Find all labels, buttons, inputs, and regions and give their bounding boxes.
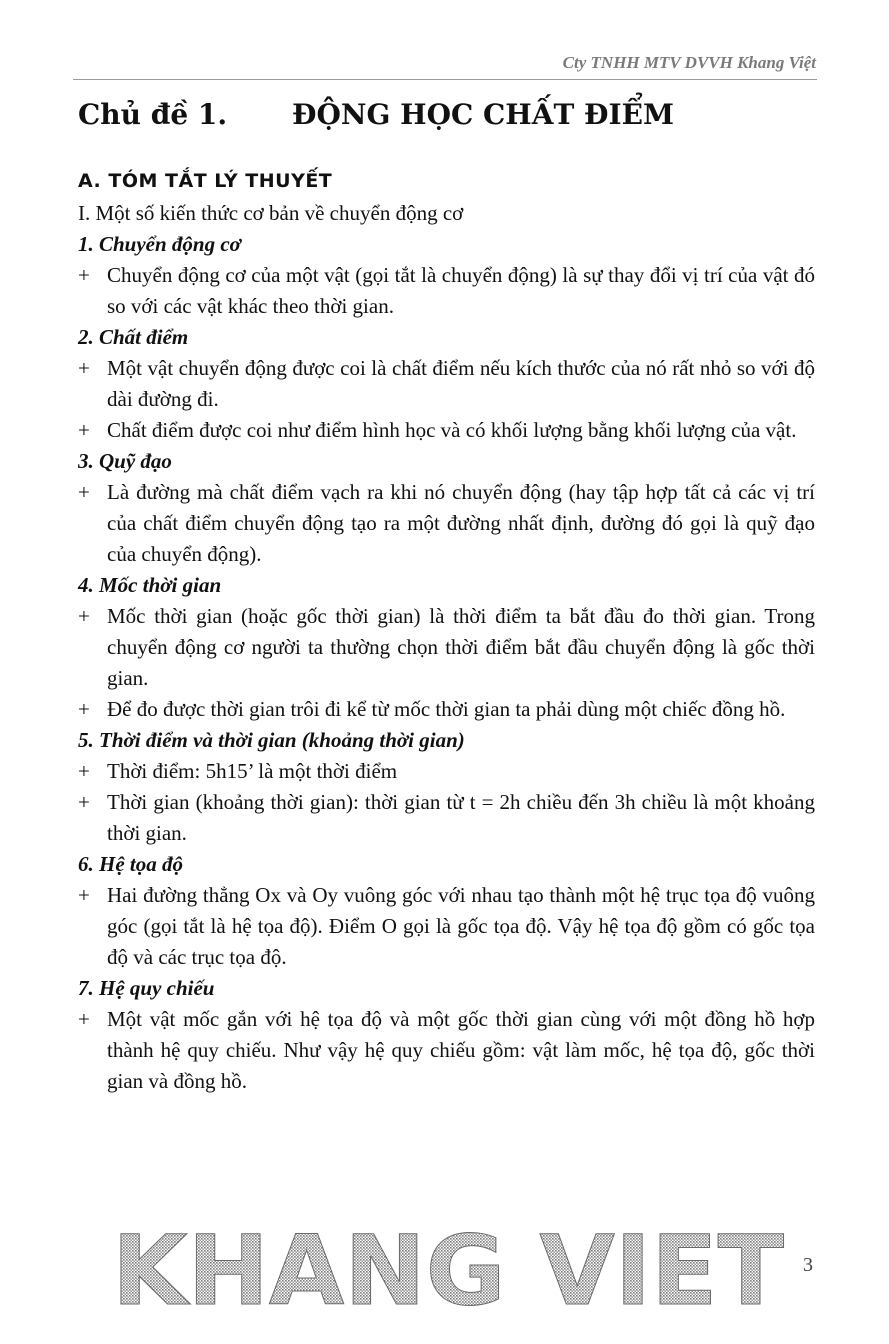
bullet-marker: + bbox=[78, 604, 90, 628]
topic-heading: 1. Chuyển động cơ bbox=[78, 232, 241, 256]
bullet-marker: + bbox=[78, 480, 90, 504]
bullet-marker: + bbox=[78, 1007, 90, 1031]
header-divider bbox=[73, 79, 817, 80]
list-item-text: Chất điểm được coi như điểm hình học và có khối lượng bằng khối lượng của vật. bbox=[107, 418, 797, 442]
list-item-text: Một vật mốc gắn với hệ tọa độ và một gốc thời gian cùng với một đồng hồ hợp thành hệ quy chiếu. Như vậy hệ quy chiếu gồm: vật làm mốc, hệ tọa độ, gốc thời gian và đồng hồ. bbox=[107, 1007, 815, 1093]
list-item bbox=[78, 601, 815, 694]
bullet-marker: + bbox=[78, 418, 90, 442]
topic bbox=[78, 570, 815, 725]
list-item bbox=[78, 353, 815, 415]
list-item-text: Hai đường thẳng Ox và Oy vuông góc với nhau tạo thành một hệ trục tọa độ vuông góc (gọi tắt là hệ tọa độ). Điểm O gọi là gốc tọa độ. Vậy hệ tọa độ gồm có gốc tọa độ và các trục tọa độ. bbox=[107, 883, 815, 969]
topic bbox=[78, 446, 815, 570]
topic bbox=[78, 322, 815, 446]
topic bbox=[78, 725, 815, 849]
list-item-text: Thời điểm: 5h15’ là một thời điểm bbox=[107, 759, 398, 783]
list-item-text: Mốc thời gian (hoặc gốc thời gian) là thời điểm ta bắt đầu đo thời gian. Trong chuyển động cơ người ta thường chọn thời điểm bắt đầu chuyển động là gốc thời gian. bbox=[107, 604, 815, 690]
part-heading: I. Một số kiến thức cơ bản về chuyển động cơ bbox=[78, 201, 464, 225]
watermark-logo bbox=[108, 1226, 788, 1310]
chapter-title: ĐỘNG HỌC CHẤT ĐIỂM bbox=[292, 98, 674, 131]
bullet-marker: + bbox=[78, 697, 90, 721]
list-item bbox=[78, 694, 815, 725]
list-item bbox=[78, 1004, 815, 1097]
list-item bbox=[78, 477, 815, 570]
content-body bbox=[78, 164, 815, 1097]
list-item-text: Một vật chuyển động được coi là chất điểm nếu kích thước của nó rất nhỏ so với độ dài đường đi. bbox=[107, 356, 815, 411]
topic bbox=[78, 849, 815, 973]
list-item bbox=[78, 880, 815, 973]
section-heading: A. TÓM TẮT LÝ THUYẾT bbox=[78, 170, 333, 192]
topic bbox=[78, 229, 815, 322]
bullet-marker: + bbox=[78, 263, 90, 287]
list-item-text: Chuyển động cơ của một vật (gọi tắt là chuyển động) là sự thay đổi vị trí của vật đó so với các vật khác theo thời gian. bbox=[107, 263, 815, 318]
bullet-marker: + bbox=[78, 883, 90, 907]
running-header: Cty TNHH MTV DVVH Khang Việt bbox=[562, 53, 816, 72]
chapter-number: Chủ đề 1. bbox=[78, 98, 228, 131]
list-item-text: Để đo được thời gian trôi đi kể từ mốc thời gian ta phải dùng một chiếc đồng hồ. bbox=[107, 697, 786, 721]
list-item-text: Thời gian (khoảng thời gian): thời gian từ t = 2h chiều đến 3h chiều là một khoảng thời gian. bbox=[107, 790, 815, 845]
topic-heading: 3. Quỹ đạo bbox=[78, 449, 172, 473]
list-item bbox=[78, 787, 815, 849]
topic-heading: 6. Hệ tọa độ bbox=[78, 852, 183, 876]
bullet-marker: + bbox=[78, 356, 90, 380]
list-item bbox=[78, 756, 815, 787]
topic-heading: 5. Thời điểm và thời gian (khoảng thời gian) bbox=[78, 728, 465, 752]
watermark-text: KHANG VIET bbox=[112, 1226, 785, 1310]
topic-heading: 2. Chất điểm bbox=[78, 325, 189, 349]
list-item bbox=[78, 415, 815, 446]
topic-heading: 4. Mốc thời gian bbox=[78, 573, 222, 597]
bullet-marker: + bbox=[78, 759, 90, 783]
list-item-text: Là đường mà chất điểm vạch ra khi nó chuyển động (hay tập hợp tất cả các vị trí của chất điểm chuyển động tạo ra một đường nhất định, đường đó gọi là quỹ đạo của chuyển động). bbox=[107, 480, 815, 566]
list-item bbox=[78, 260, 815, 322]
page-number: 3 bbox=[803, 1254, 813, 1276]
chapter-heading bbox=[78, 98, 818, 131]
topic bbox=[78, 973, 815, 1097]
topic-heading: 7. Hệ quy chiếu bbox=[78, 976, 215, 1000]
bullet-marker: + bbox=[78, 790, 90, 814]
